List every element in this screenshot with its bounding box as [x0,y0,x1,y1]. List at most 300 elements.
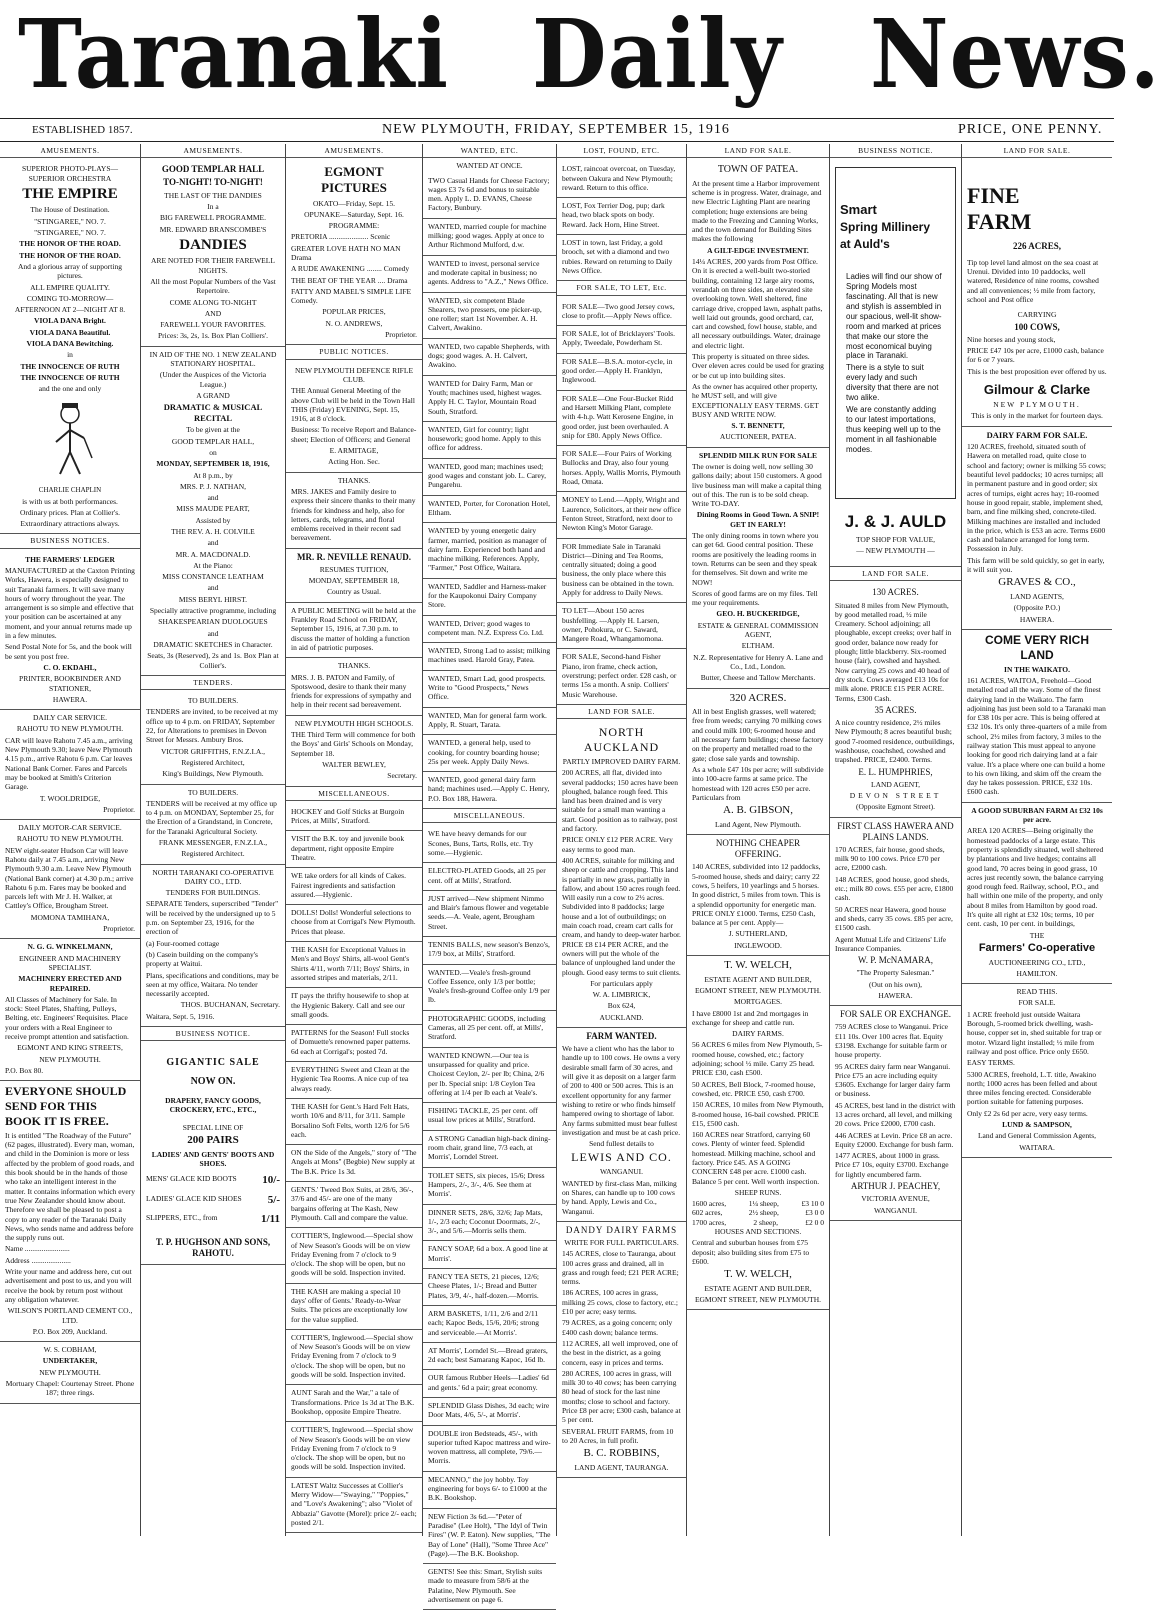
ad-body: The owner is doing well, now selling 30 gallons daily; about 150 customers. A good live business man will make a capital thing out of this. The run is to be sold cheap. Write TO-DAY. [692,462,822,509]
forsale-item [557,391,686,446]
ad-subtitle: SHEEP RUNS. [734,1187,782,1197]
forsale-item [557,354,686,391]
ad-signature: WANGANUI. [599,1167,644,1177]
classified-item-text: NEW Fiction 3s 6d.—"Peter of Paradise" (Lee Holt), "The Idyl of Twin Fires" (W. P. Eaton). New supplies, "The Bay of Lone" (Hall), "Some Three Ace" (Page).—The B.K. Bookshop. [428,1511,551,1558]
millinery-box [835,167,956,499]
wanted-item-text: WANTED, good general dairy farm hand; machines used.—Apply C. Henry, P.O. Box 188, Hawera. [428,775,550,803]
sale-item [146,1194,280,1208]
ad-line: THE REV. A. H. COLVILE [171,526,255,536]
classified-item-text: ELECTRO-PLATED Goods, all 25 per cent. off at Mills', Stratford. [428,866,546,885]
ad-signature: Proprietor. [103,804,135,814]
farm-listing [835,1101,956,1129]
classified-item-text: GENTS! See this: Smart, Stylish suits made to measure from 58/6 at the Palatine, New Plymouth. See advertisement on page 6. [428,1567,543,1605]
winkelmann-ad [0,939,140,1081]
motor-service-ad [0,820,140,939]
ad-signature: (Opposite Egmont Street). [856,802,935,812]
ad-body: (b) Casein building on the company's property at Waitui. [146,949,258,969]
wanted-item-text: WANTED, Man for general farm work. Apply, R. Stuart, Tarata. [428,710,547,729]
table-cell: £3 0 0 [805,1208,824,1218]
ad-line: on [209,447,217,457]
ad-signature: Farmers' Co-operative [978,941,1096,954]
ad-body: Send Postal Note for 5s, and the book will be sent you post free. [5,642,132,661]
ad-signature: THOS. BUCHANAN, Secretary. [180,1000,280,1010]
classified-item-text: EVERYTHING Sweet and Clean at the Hygienic Tea Rooms. A nice cup of tea always ready. [291,1065,410,1093]
ad-line: THE LAST OF THE DANDIES [164,190,262,200]
ad-signature: THE [1029,930,1045,940]
table-cell: 2½ sheep, [748,1208,779,1218]
ad-line: and [207,583,219,593]
forsale-item [557,492,686,538]
classified-item-text: ARM BASKETS, 1/11, 2/6 and 2/11 each; Kapoc Beds, 15/6, 20/6; strong and serviceable.—At Morris'. [428,1308,540,1337]
ad-line: At the Piano: [193,560,233,570]
classified-item [286,831,422,868]
ad-title: THANKS. [337,661,371,671]
north-auckland-ad [557,722,686,1028]
ad-signature: S. T. BENNETT, [731,421,785,431]
empire-line: THE HONOR OF THE ROAD. [19,250,121,260]
ad-subtitle: HOUSES AND SECTIONS. [714,1227,802,1237]
ad-signature: Acting Hon. Sec. [328,457,380,467]
classified-item-text: AUNT Sarah and the War," a tale of Transformations. Price 1s 3d at The B.K. Bookshop, opposite Empire Theatre. [291,1388,415,1416]
classified-item-text: DOLLS! Dolls! Wonderful selections to choose from at Corrigal's New Plymouth. Prices that please. [291,908,416,936]
car-service-ad [0,710,140,820]
classified-item-text: IT pays the thrifty housewife to shop at the Hygienic Bakery. Call and see our small goods. [291,991,409,1019]
ad-body: All Classes of Machinery for Sale. In stock: Steel Plates, Shafting, Pulleys, Belting, etc. Engineers' Requisites. Place your orders with a Real Engineer to receive prompt attention and satisfaction. [5,994,129,1042]
ad-title: DANDIES [179,236,247,253]
auld-millinery-ad [830,161,961,567]
cobham-ad [0,1342,140,1403]
ad-title: FARM WANTED. [586,1031,657,1042]
empire-line: And a glorious array of supporting pictures. [18,261,122,281]
ad-signature: W. S. COBHAM, [43,1345,97,1355]
peachey-ad [830,1006,961,1221]
dateline: NEW PLYMOUTH, FRIDAY, SEPTEMBER 15, 1916 [382,122,730,137]
ad-signature: NEW PLYMOUTH. [39,1054,101,1064]
classified-item [286,1385,422,1422]
forsale-item-text: TO LET—About 150 acres bushfelling. —Apply H. Larsen, owner, Pohokura, or C. Saward, Mangere Road, Whangamomona. [562,606,664,644]
farm-listing-text: EASY TERMS. [967,1058,1015,1068]
classified-item [286,1228,422,1283]
classified-item [423,1168,556,1205]
classified-item-text: JUST arrived—New shipment Nimmo and Blair's famous flower and vegetable seeds.—A. Veale, agent, Brougham Street. [428,893,549,931]
farm-listing [835,1062,956,1099]
farm-listing-text: 280 ACRES, 100 acres in grass, will milk 30 to 40 cows; has been carrying 80 head of stock for the last nine months; close to school and factory. Price £8 per acre; £300 cash, balance at 5 per cent. [562,1368,681,1425]
wanted-item-text: WANTED, a general help, used to cooking, for country boarding house; 25s per week. Apply Daily News. [428,738,540,766]
ad-line: OKATO—Friday, Sept. 15. [312,198,396,208]
farm-listing [692,1100,824,1128]
farm-listing [967,1010,1107,1056]
ad-line: MRS. P. J. NATHAN, [179,481,247,491]
section-header-lost: LOST, FOUND, ETC. [557,144,686,158]
empire-line: THE HONOR OF THE ROAD. [19,239,121,249]
ad-subtitle: ESTATE AGENT AND BUILDER, [704,974,812,984]
wanted-item-text: WANTED, Saddler and Harness-maker for the Kaupokonui Dairy Company Store. [428,581,547,610]
ad-body: MRS. J. B. PATON and Family, of Spotswood, desire to thank their many friends for expressions of sympathy and help in their recent sad bereavement. [291,672,412,710]
hawera-lands-list [835,845,956,933]
ad-line: PRETORIA ..................... Scenic [291,232,391,242]
ad-line: FATTY AND MABEL'S SIMPLE LIFE Comedy. [291,286,412,306]
ad-body: We have a client who has the labor to handle up to 100 cows. He owns a very desirable small farm of 30 acres, and will give it as deposit on a larger farm of 200 to 400 or 500 acres. This is an excellent opportunity for any farmer wishing to retire or who finds himself hampered owing to shortage of labor. Any farms submitted must bear fullest investigation and must be at cash price. [562,1044,681,1137]
section-header-land: LAND FOR SALE. [962,144,1112,158]
wanted-item-text: WANTED, Strong Lad to assist; milking machines used. Harold Gray, Patea. [428,646,551,665]
ad-signature: NEW PLYMOUTH. [993,400,1081,410]
wanted-item [423,671,556,708]
forsale-item-text: FOR SALE, lot of Bricklayers' Tools. Apply, Tweedale, Powderham St. [562,329,675,348]
classified-item-text: COTTIER'S, Inglewood.—Special show of New Season's Goods will be on view Friday Evening from 7 o'clock to 9 o'clock. The shop will be open, but no goods will be sold. Inspection invited. [291,1332,414,1380]
farm-listing-text: 5300 ACRES, freehold, L.T. title, Awakino north; 1000 acres has been felled and about three miles fencing erected. Considerable portion suitable for fattening purposes. [967,1069,1098,1107]
ad-line: THE BEAT OF THE YEAR .... Drama [291,275,408,285]
ad-signature: For particulars apply [590,978,653,988]
ad-line: MR. EDWARD BRANSCOMBE'S [159,224,267,234]
column-3 [286,144,423,1536]
empire-line: The House of Destination. [30,205,110,215]
classified-item [286,1099,422,1145]
ad-line: Specially attractive programme, including [149,606,277,616]
classified-item-text: AT Morris', Lorndel St.—Bread graters, 2d each; best Samarang Kapoc, 16d lb. [428,1345,548,1365]
farm-listing-text: 112 ACRES, all well improved, one of the best in the district, as a going concern, easy in prices and terms. [562,1338,678,1367]
ad-signature: AUCKLAND. [599,1012,644,1022]
wanted-item-text: TWO Casual Hands for Cheese Factory; wages £3 7s 6d and bonus to suitable men. Apply L. D. EVANS, Cheese Factory, Bunbury. [428,175,550,213]
columns [0,144,1114,1605]
ad-line: CARRYING [1017,310,1057,320]
section-header-public: PUBLIC NOTICES. [286,345,422,359]
ad-title: TO BUILDERS. [187,787,239,797]
read-list [967,1010,1107,1118]
farm-listing [967,1109,1107,1118]
form-name-line: Name ........................ [5,1244,70,1254]
ad-body: Tip top level land almost on the sea coast at Urenui. Divided into 10 paddocks, well watered, Residence of nine rooms, cowshed and all conveniences; ½ mile from factory, school and Post office [967,257,1099,305]
ad-title: DAIRY FARM FOR SALE. [986,429,1088,440]
ad-signature: WILSON'S PORTLAND CEMENT CO., LTD. [7,1306,133,1325]
ad-signature: Gilmour & Clarke [983,381,1091,397]
ad-signature: PRINTER, BOOKBINDER AND STATIONER, [19,674,121,693]
lost-item [557,198,686,235]
ad-signature: Land Agent, New Plymouth. [714,819,802,829]
section-header-business: BUSINESS NOTICE. [830,144,961,158]
farm-listing [562,1369,681,1425]
ad-signature: E. L. HUMPHRIES, [858,766,933,777]
ad-signature: W. A. LIMBRICK, [592,990,651,1000]
classified-item [286,1145,422,1182]
forsale-item-text: FOR SALE—Four Pairs of Working Bullocks and Dray, also four young horses. Apply, Wallis Morris, Plymouth Road, Omata. [562,449,681,487]
forsale-item-text: MONEY to Lend.—Apply, Wright and Laurence, Solicitors, at their new office Fenton Street, Stratford, next door to Newton King's Motor Garage. [562,495,681,533]
classified-item-text: THE KASH are making a special 10 days' offer of Gents.' Ready-to-Wear Suits. The prices are exceptionally low for the value supplied. [291,1286,408,1324]
ad-body: THE Third Term will commence for both the Boys' and Girls' Schools on Monday, September 18. [291,730,416,758]
ad-signature: GEO. H. BUCKERIDGE, [716,609,800,619]
chaplin-illustration [40,400,100,480]
column-2 [141,144,286,1536]
egmont-pictures-ad [286,161,422,345]
farm-wanted-ad [557,1028,686,1222]
ad-signature: DEVON STREET [849,790,942,800]
ad-body: At the present time a Harbor improvement scheme is in progress. Water, drainage, and new Electric Lighting Plant are nearing completion; huge extensions are being made to the Freezing and Canning Works, and the town demand for Building Sites makes the following [692,178,822,244]
wanted-item-text: WANTED, six competent Blade Shearers, two pressers, one picker-up, one roller; start 1st November. A. H. Calvert, Awakino. [428,295,542,333]
classified-item-text: FANCY TEA SETS, 21 pieces, 12/6; Cheese Plates, 1/-; Bread and Butter Plates, 3/9, 4/-, half-dozen.—Morris. [428,1272,539,1300]
ad-line: and [207,493,219,503]
classified-item [423,1343,556,1371]
classified-item-text: ON the Side of the Angels," story of "The Angels at Mons" (Begbie) New supply at The B.K. Price 1s 3d. [291,1148,417,1176]
high-schools-ad [286,716,422,787]
empire-line: "STINGAREE," NO. 7. [34,216,106,226]
ad-signature: HAWERA. [1019,614,1055,624]
ad-line: DRAPERY, FANCY GOODS, CROCKERY, ETC., ETC., [165,1096,261,1115]
ad-signature: T. WOOLDRIDGE, [39,793,101,803]
wanted-item [423,219,556,256]
column-8 [962,144,1112,1536]
ad-title: N. G. G. WINKELMANN, [27,942,113,952]
ad-body: TENDERS will be received at my office up to 4 p.m. on MONDAY, September 25, for the Erection of a Grandstand, in Concrete, for the Taranaki Agricultural Society. [146,798,277,836]
classified-item [286,905,422,942]
ad-body: Send fullest details to [589,1139,654,1149]
ad-body: A nice country residence, 2½ miles New Plymouth; 8 acres beautiful bush; good 7-roomed residence, outbuildings, washhouse, coachshed, cowshed and trapshed. PRICE, £2400. Terms. [835,718,955,765]
classified-item [423,1205,556,1242]
ad-signature: AUCTIONEERING CO., LTD., [988,957,1086,967]
ad-title: MR. R. NEVILLE RENAUD. [296,551,411,562]
ad-title: NEW PLYMOUTH HIGH SCHOOLS. [294,718,414,728]
ad-body: Business: To receive Report and Balance-sheet; Election of Officers; and General [291,425,417,444]
ad-signature: Land and General Commission Agents, [977,1131,1097,1141]
farm-listing [967,1070,1107,1107]
ad-subtitle: NOW ON. [190,1075,236,1087]
ad-line: SPECIAL LINE OF [182,1122,244,1132]
forsale-item [557,649,686,704]
sale-item-price: 5/- [267,1193,280,1206]
forsale-item-text: FOR SALE—B.S.A. motor-cycle, in good order.—Apply H. Franklyn, Inglewood. [562,356,673,385]
ad-title: T. W. WELCH, [724,959,792,972]
ad-line: To be given at the [186,425,240,435]
wanted-item-text: WANTED by young energetic dairy farmer, married, position as manager of dairy farm. Experienced both hand and machine milking. References. Apply, "Farmer," Post Office, Waitara. [428,526,547,573]
empire-line: THE INNOCENCE OF RUTH [20,372,120,382]
welch-ad [687,956,829,1310]
book-ad [0,1081,140,1342]
ad-body: 200 ACRES, all flat, divided into several paddocks; 150 acres have been ploughed, balance rough feed. This land has been drained and is very suitable for a small man wanting a start. Good position as to railway, post and factory. [562,768,678,834]
section-header-wanted: WANTED, ETC. [423,144,556,158]
ad-body: This farm will be sold quickly, so get in early, it will suit you. [967,555,1105,575]
ad-line: RESUMES TUITION, [319,564,389,574]
dandy-dairy-ad [557,1222,686,1478]
classified-item-text: TENNIS BALLS, new season's Benzo's, 17/9 box, at Mills', Stratford. [428,940,550,959]
hughson-sale-ad [141,1044,285,1265]
empire-title: THE EMPIRE [22,185,118,202]
farm-listing [562,1288,681,1316]
sale-item-name: MENS' GLACE KID BOOTS [146,1174,237,1184]
ad-body: PRICE £47 10s per acre, £1000 cash, balance for 6 or 7 years. [967,346,1104,365]
ad-body: 400 ACRES, suitable for milking and sheep or cattle and cropping. This land is partially in new grass, partially in fallow, and about 150 acres rough feed. Will easily run a cow to 2½ acres. Subdivided into 8 paddocks; large house and a lot of outbuildings; on main coach road, cream cart calls for cream, and handy to deep-water harbor. PRICE £8 £14 PER ACRE, and the owners will put the whole of the balance of unploughed land under the plough. Good easy terms to suit clients. [562,855,681,977]
classified-item-text: COTTIER'S, Inglewood.—Special show of New Season's Goods will be on view Friday Evening from 7 o'clock to 9 o'clock. The shop will be open, but no goods will be sold. Inspection invited. [291,1425,414,1472]
classified-item-text: SPLENDID Glass Dishes, 3d each; wire Door Mats, 4/6, 5/-, at Morris'. [428,1400,550,1420]
ad-title: Spring Millinery [840,220,931,235]
ad-signature: ELTHAM. [741,641,775,651]
ad-title: SPLENDID MILK RUN FOR SALE [699,450,817,460]
classified-item [423,1241,556,1269]
ad-body: (a) Four-roomed cottage [146,938,220,948]
ad-line: Prices: 3s, 2s, 1s. Box Plan Colliers'. [157,331,269,341]
classified-item-text: THE KASH for Gent.'s Hard Felt Hats, worth 10/6 and 8/11, for 3/11. Sample Borsalino Soft Felts, worth 12/6 for 5/6 each. [291,1101,410,1139]
ad-body: Nine horses and young stock, [967,334,1056,344]
sale-item [146,1174,280,1188]
forsale-item [557,603,686,649]
table-cell: 2 sheep, [753,1217,778,1227]
wanted-item [423,422,556,459]
ad-line: POPULAR PRICES, [322,307,386,317]
exchange-list [835,1022,956,1179]
ad-line: MISS MAUDE PEART, [176,504,250,514]
ad-body: Ladies will find our show of Spring Models most fascinating. All that is new and stylish is assembled in our spacious, well-lit show-room and marked at prices that make our store the most economical buying place in Taranaki. [846,272,942,361]
ad-body: We are constantly adding to our latest importations, thus keeping well up to the moment in all fashionable modes. [846,404,941,454]
ad-title: TOWN OF PATEA. [717,164,799,176]
masthead [0,0,1161,112]
ad-body: 161 ACRES, WAITOA, Freehold—Good metalled road all the way. Some of the finest dairying land in the Waikato. The farm adjoining has just been sold to a Taranaki man for £38 10s per acre. This is being offered at £32 10s. It's only three-quarters of a mile from school, 2½ miles from factory, 3 miles to the railway station This must appeal to anyone looking for good rich dairying land at a fair value. It's a place where one can build a home to his own liking, and skim off the cream the day he takes possession. PRICE, £32 10s. £600 cash. [967,675,1107,797]
wanted-item-text: WANTED, Girl for country; light housework; good home. Apply to this office for address. [428,424,541,453]
classified-item-text: LATEST Waltz Successes at Collier's Merry Widow—"Swaying," "Poppies," and "Love's Awakening"; also "Violet of Abbazia" Gavotte (Morel): price 2/- each; posted 2/1. [291,1480,417,1527]
ad-subtitle: 226 ACRES, [1012,240,1061,251]
empire-line: in [67,350,73,360]
ad-title: EVERYONE SHOULD SEND FOR THIS BOOK IT IS FREE. [5,1084,127,1128]
section-header-land: LAND FOR SALE. [830,567,961,581]
classified-item [423,826,556,863]
sheep-runs-table [692,1199,824,1227]
farm-listing [835,1151,956,1179]
farm-listing [835,1022,956,1059]
ad-body: There is a style to suit every lady and such diversity that there are not two alike. [846,363,939,403]
ad-subtitle: ENGINEER AND MACHINERY SPECIALIST. [18,953,122,972]
ad-body: NEW eight-seater Hudson Car will leave Rahotu daily at 7.45 a.m., arriving New Plymouth 9.30 a.m. Leave New Plymouth (National Bank corner) at 4.30 p.m.; arrive Rahotu 6 p.m. Fares may be booked and parcels left with Mr J. H. Walker, at Cattley's Office, Brougham Street. [5,845,134,911]
wanted-item [423,376,556,422]
classified-item [423,1509,556,1564]
wanted-item-text: WANTED, good man; machines used; good wages and constant job. L. Carey, Pungarehu. [428,461,547,490]
ad-body: THE Annual General Meeting of the above Club will be held in the Town Hall THIS (Friday) EVENING, Sept. 15, 1916, at 8 o'clock. [291,386,415,424]
ad-line: MISS CONSTANCE LEATHAM [162,572,264,582]
ad-subtitle: DAIRY FARMS. [732,1029,784,1039]
ad-body: A PUBLIC MEETING will be held at the Frankley Road School on FRIDAY, September 15, 1916, at 7.30 p.m. to discuss the matter of holding a function in aid of patriotic purposes. [291,605,416,652]
ad-signature: P.O. Box 209, Auckland. [32,1326,108,1336]
ad-line: 100 COWS, [1014,321,1060,332]
farm-listing [835,845,956,873]
ad-signature: MOMONA TAMIHANA, [30,912,110,922]
dandy-list [562,1249,681,1424]
wanted-item [423,459,556,496]
classified-item-text: GENTS.' Tweed Box Suits, at 28/6, 36/-, 37/6 and 45/- are one of the many bargains offering at The Kash, New Plymouth. Call and compare the value. [291,1185,414,1222]
ad-signature: WALTER BEWLEY, [322,759,386,769]
ad-body: Agent Mutual Life and Citizens' Life Insurance Companies. [835,934,947,953]
classified-item [423,1048,556,1103]
tender-dairy-co [141,865,285,1027]
ad-signature: T. W. WELCH, [724,1268,792,1281]
established-label: ESTABLISHED 1857. [32,124,133,136]
lost-item-text: LOST, Fox Terrier Dog, pup; dark head, two black spots on body. Reward. Jack Horn, Hine Street. [562,201,665,229]
ad-subtitle: EGMONT STREET, NEW PLYMOUTH. [694,985,822,995]
wanted-list [423,173,556,809]
ad-signature: VICTOR GRIFFITHS, F.N.Z.I.A., [160,746,266,756]
ad-subtitle: IN THE WAIKATO. [1004,664,1070,674]
ad-signature: Registered Architect. [181,849,245,859]
classified-item [423,965,556,1011]
ad-line: MISS BERYL HIRST. [178,594,248,604]
graves-dairy-ad [962,427,1112,630]
ad-signature: — NEW PLYMOUTH — [856,545,935,555]
farm-listing-text: 145 ACRES, close to Tauranga, about 100 acres grass and drained, all in grass and rough feed; £21 PER ACRE; terms. [562,1249,679,1287]
classified-item-text: DINNER SETS, 28/6, 32/6; Jap Mats, 1/-, 2/3 each; Coconut Doormats, 2/-, 3/-, and 5/6.—Morris sells them. [428,1207,543,1236]
farm-listing [562,1318,681,1337]
sale-item-price: 1/11 [261,1213,280,1226]
empire-line: Extraordinary attractions always. [20,519,120,529]
classified-item-text: OUR famous Rubber Heels—Ladies' 6d and gents.' 6d a pair; great economy. [428,1373,549,1392]
column-5 [557,144,687,1536]
ad-line: A RUDE AWAKENING ........ Comedy [291,264,410,274]
farm-listing [692,1130,824,1186]
classified-item-text: A STRONG Canadian high-back dining-room chair, grand line, 7/3 each, at Morris', Lorndel Street. [428,1133,551,1162]
ad-body: As a whole £47 10s per acre; will subdivide into 100-acre farms at same price. The homestead with 120 acres £50 per acre. Particulars from [692,764,824,802]
ad-body: This is only in the market for fourteen days. [971,411,1103,421]
humphries-ad [830,584,961,817]
misc-list [286,804,422,1533]
section-header-land: LAND FOR SALE. [557,705,686,719]
forsale-item-text: FOR Immediate Sale in Taranaki District—Dining and Tea Rooms, centrally situated; doing a good business, the only place where this business can be obtained in the town. Apply for address to Daily News. [562,541,674,597]
ad-line: 200 PAIRS [187,1134,239,1147]
ad-title: GIGANTIC SALE [166,1057,260,1069]
ad-line: TO-NIGHT! TO-NIGHT! [163,177,263,188]
wanted-item [423,643,556,671]
ad-signature: A. B. GIBSON, [723,804,793,817]
section-header-misc: MISCELLANEOUS. [286,787,422,801]
ad-body: SEPARATE Tenders, superscribed "Tender" will be received by the undersigned up to 5 p.m. on September 23, 1916, for the erection of [146,899,279,937]
empire-line: SUPERIOR PHOTO-PLAYS— SUPERIOR ORCHESTRA [21,164,119,183]
farm-listing [967,1058,1107,1067]
waikato-ad [962,630,1112,803]
classified-item-text: DOUBLE iron Bedsteads, 45/-, with superior tufted Kapoc mattress and wire-woven mattress, all complete, 79/6.—Morris. [428,1428,551,1466]
ad-signature: ARTHUR J. PEACHEY, [850,1181,941,1192]
empire-line: THE INNOCENCE OF RUTH [20,361,120,371]
section-header-tenders: TENDERS. [141,676,285,690]
farm-listing-text: 150 ACRES, 10 miles from New Plymouth, 8-roomed house, 16-bail cowshed. PRICE £15, £500 cash. [692,1100,824,1128]
ad-signature: VICTORIA AVENUE, [861,1194,930,1204]
ad-signature: FRANK MESSENGER, F.N.Z.I.A., [158,838,268,847]
ad-signature: T. P. HUGHSON AND SONS, RAHOTU. [155,1237,271,1259]
classified-item [286,988,422,1025]
classified-item-text: FANCY SOAP, 6d a box. A good line at Morris'. [428,1244,549,1263]
ad-signature: W. P. McNAMARA, [858,955,933,966]
misc-list [423,826,556,1610]
empire-line: "STINGAREE," NO. 7. [34,228,106,238]
ad-subtitle: FOR SALE. [1018,998,1056,1008]
ad-signature: C. O. EKDAHL, [43,662,97,672]
masthead-title-taranaki: Taranaki [18,0,450,110]
wanted-item [423,173,556,219]
ad-body: WANTED by first-class Man, milking on Shares, can handle up to 100 cows by hand. Apply, Lewis and Co., Wanganui. [562,1178,677,1216]
lost-item [557,235,686,281]
nothing-cheaper-ad [687,835,829,956]
ad-signature: Proprietor. [103,924,135,934]
ad-body: This is the best proposition ever offered by us. [967,366,1107,376]
column-4 [423,144,557,1605]
section-header-misc: MISCELLANEOUS. [423,809,556,823]
ad-signature: "The Property Salesman." [856,968,935,978]
ad-signature: ESTATE & GENERAL COMMISSION AGENT, [697,620,819,640]
ad-signature: WANGANUI. [873,1205,918,1215]
farm-listing-text: 446 ACRES at Levin. Price £8 an acre. Equity £2000. Exchange for bush farm. [835,1130,954,1149]
forsale-item-text: FOR SALE, Second-hand Fisher Piano, iron frame, check action, overstrung; perfect order. £28 cash, or terms 15s a month. A snip. Colliers' Music Warehouse. [562,652,677,699]
ad-title: Smart [840,202,877,218]
ad-line: ARE NOTED FOR THEIR FAREWELL NIGHTS. [151,256,275,275]
classified-item [286,1478,422,1533]
ad-title: THE FARMERS' LEDGER [25,554,115,564]
classified-item-text: THE KASH for Exceptional Values in Men's and Boys' Shirts, all-wool Gent's Shirts 4/11, worth 7/11; Boys' Shirts, in assorted stripes and materials, 2/11. [291,945,410,982]
lost-item-text: LOST in town, last Friday, a gold brooch, set with a diamond and two rubies. Reward on returning to Daily News Office. [562,238,673,275]
ad-line: Seats, 3s (Reserved), 2s and 1s. Box Plan at Collier's. [147,651,279,670]
figure-caption: CHARLIE CHAPLIN [38,485,102,494]
classified-item [286,868,422,905]
ad-title: NORTH TARANAKI CO-OPERATIVE DAIRY CO., LTD. [152,867,274,886]
